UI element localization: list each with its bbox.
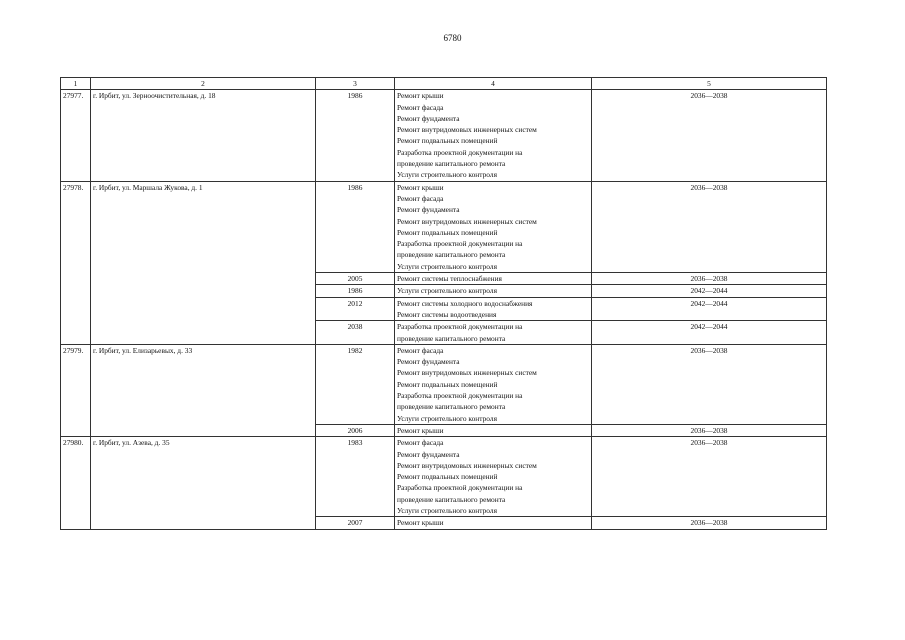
work-item: Разработка проектной документации на [397, 483, 523, 493]
year-cell: 2005 [316, 273, 395, 285]
work-item: проведение капитального ремонта [397, 494, 506, 504]
work-item: Ремонт подвальных помещений [397, 472, 498, 482]
period-cell: 2036—2038 [592, 344, 827, 424]
entry-number: 27980. [61, 437, 91, 529]
works-cell [395, 321, 592, 345]
works-cell [395, 437, 592, 517]
works-cell [395, 344, 592, 424]
work-item: Ремонт внутридомовых инженерных систем [397, 125, 537, 135]
entry-address: г. Ирбит, ул. Маршала Жукова, д. 1 [91, 181, 316, 344]
page-number: 6780 [443, 33, 462, 43]
period-cell: 2036—2038 [592, 424, 827, 436]
column-number: 4 [395, 78, 592, 90]
entry-number: 27978. [61, 181, 91, 344]
capital-repair-table [60, 77, 827, 530]
work-item: Ремонт внутридомовых инженерных систем [397, 368, 537, 378]
works-cell [395, 285, 592, 297]
table-row [61, 90, 827, 181]
work-item: Услуги строительного контроля [397, 170, 497, 180]
work-item: Разработка проектной документации на [397, 147, 523, 157]
work-item: Ремонт крыши [397, 91, 444, 101]
column-number: 1 [61, 78, 91, 90]
works-cell [395, 181, 592, 272]
works-cell [395, 90, 592, 181]
work-item: Разработка проектной документации на [397, 322, 523, 332]
work-item: Ремонт внутридомовых инженерных систем [397, 216, 537, 226]
work-item: Ремонт подвальных помещений [397, 136, 498, 146]
work-item: Ремонт крыши [397, 182, 444, 192]
entry-address: г. Ирбит, ул. Азева, д. 35 [91, 437, 316, 529]
entry-address: г. Ирбит, ул. Елизарьевых, д. 33 [91, 344, 316, 436]
work-item: проведение капитального ремонта [397, 333, 506, 343]
period-cell: 2036—2038 [592, 90, 827, 181]
year-cell: 1986 [316, 285, 395, 297]
work-item: Разработка проектной документации на [397, 239, 523, 249]
table-row [61, 437, 827, 517]
works-cell [395, 424, 592, 436]
work-item: Ремонт системы холодного водоснабжения [397, 298, 533, 308]
work-item: Ремонт фасада [397, 193, 444, 203]
period-cell: 2036—2038 [592, 181, 827, 272]
work-item: проведение капитального ремонта [397, 159, 506, 169]
work-item: Услуги строительного контроля [397, 261, 497, 271]
work-item: Ремонт фундамента [397, 357, 460, 367]
table-body [61, 78, 827, 530]
work-item: Ремонт системы водоотведения [397, 309, 497, 319]
works-cell [395, 517, 592, 529]
work-item: Ремонт фундамента [397, 113, 460, 123]
entry-number: 27977. [61, 90, 91, 181]
work-item: Разработка проектной документации на [397, 391, 523, 401]
work-item: Ремонт фасада [397, 102, 444, 112]
column-number: 3 [316, 78, 395, 90]
work-item: Ремонт крыши [397, 425, 444, 435]
work-item: Ремонт фасада [397, 438, 444, 448]
work-item: проведение капитального ремонта [397, 402, 506, 412]
work-item: Ремонт подвальных помещений [397, 379, 498, 389]
work-item: Ремонт фасада [397, 345, 444, 355]
work-item: Услуги строительного контроля [397, 505, 497, 515]
year-cell: 1983 [316, 437, 395, 517]
period-cell: 2042—2044 [592, 285, 827, 297]
year-cell: 1986 [316, 90, 395, 181]
period-cell: 2036—2038 [592, 273, 827, 285]
period-cell: 2042—2044 [592, 321, 827, 345]
work-item: Ремонт фундамента [397, 449, 460, 459]
column-number: 2 [91, 78, 316, 90]
year-cell: 2012 [316, 297, 395, 321]
year-cell: 2006 [316, 424, 395, 436]
works-cell [395, 297, 592, 321]
work-item: Ремонт системы теплоснабжения [397, 274, 502, 284]
table-row [61, 181, 827, 272]
period-cell: 2036—2038 [592, 437, 827, 517]
work-item: Услуги строительного контроля [397, 286, 497, 296]
year-cell: 1986 [316, 181, 395, 272]
entry-number: 27979. [61, 344, 91, 436]
year-cell: 2038 [316, 321, 395, 345]
work-item: Ремонт крыши [397, 518, 444, 528]
work-item: Ремонт внутридомовых инженерных систем [397, 460, 537, 470]
work-item: Ремонт фундамента [397, 205, 460, 215]
works-cell [395, 273, 592, 285]
work-item: проведение капитального ремонта [397, 250, 506, 260]
work-item: Ремонт подвальных помещений [397, 227, 498, 237]
year-cell: 2007 [316, 517, 395, 529]
period-cell: 2042—2044 [592, 297, 827, 321]
column-number-row [61, 78, 827, 90]
entry-address: г. Ирбит, ул. Зерноочистительная, д. 18 [91, 90, 316, 181]
column-number: 5 [592, 78, 827, 90]
work-item: Услуги строительного контроля [397, 413, 497, 423]
table-row [61, 344, 827, 424]
year-cell: 1982 [316, 344, 395, 424]
period-cell: 2036—2038 [592, 517, 827, 529]
